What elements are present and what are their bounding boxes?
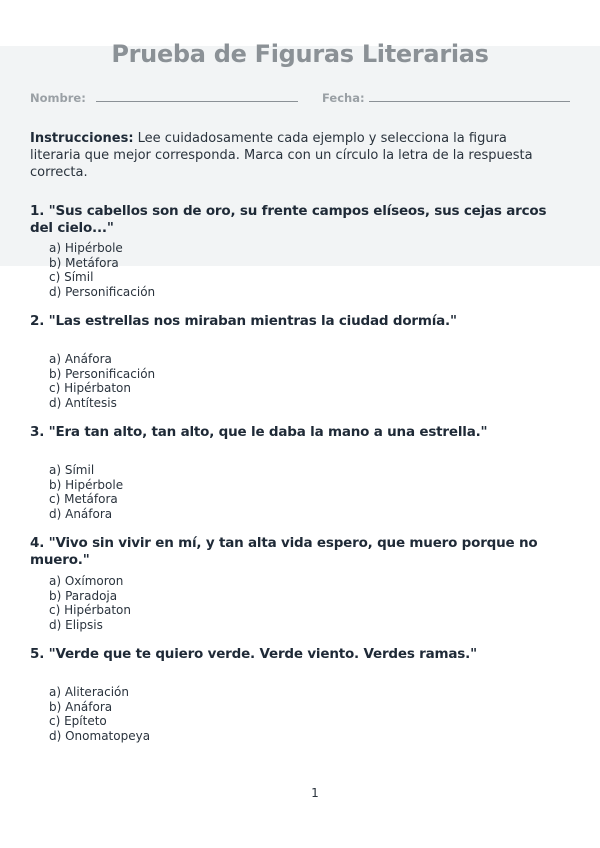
- options-5: [49, 685, 349, 743]
- option-2c[interactable]: c) Hipérbaton: [49, 381, 132, 395]
- option-2d[interactable]: d) Antítesis: [49, 395, 117, 410]
- option-4d[interactable]: d) Elipsis: [49, 617, 103, 632]
- question-3: 3. "Era tan alto, tan alto, que le daba la mano a una estrella.": [30, 424, 488, 440]
- page-number: 1: [311, 786, 319, 800]
- question-4: 4. "Vivo sin vivir en mí, y tan alta vida espero, que muero porque no muero.": [30, 535, 538, 568]
- option-5d[interactable]: d) Onomatopeya: [49, 728, 151, 743]
- name-label: Nombre:: [30, 91, 86, 105]
- question-1: 1. "Sus cabellos son de oro, su frente campos elíseos, sus cejas arcos del cielo...": [30, 203, 547, 236]
- page-title: Prueba de Figuras Literarias: [111, 40, 489, 68]
- option-1d[interactable]: d) Personificación: [49, 284, 156, 299]
- option-1b[interactable]: b) Metáfora: [49, 255, 119, 270]
- question-5: 5. "Verde que te quiero verde. Verde viento. Verdes ramas.": [30, 646, 477, 662]
- instructions-text: Lee cuidadosamente cada ejemplo y selecciona la figura literaria que mejor corresponda. Marca con un círculo la letra de la respuesta correcta.: [30, 131, 533, 180]
- options-2: [49, 352, 349, 410]
- option-5b[interactable]: b) Anáfora: [49, 699, 113, 714]
- option-2a[interactable]: a) Anáfora: [49, 352, 112, 366]
- option-2b[interactable]: b) Personificación: [49, 366, 156, 381]
- option-5c[interactable]: c) Epíteto: [49, 714, 107, 728]
- option-3b[interactable]: b) Hipérbole: [49, 477, 124, 492]
- option-5a[interactable]: a) Aliteración: [49, 685, 129, 699]
- option-3d[interactable]: d) Anáfora: [49, 506, 113, 521]
- question-2: 2. "Las estrellas nos miraban mientras la ciudad dormía.": [30, 313, 457, 329]
- option-1a[interactable]: a) Hipérbole: [49, 241, 123, 255]
- option-4b[interactable]: b) Paradoja: [49, 588, 118, 603]
- name-field[interactable]: [96, 101, 298, 102]
- option-3a[interactable]: a) Símil: [49, 463, 95, 477]
- header-fields: [30, 91, 570, 105]
- options-4: [49, 574, 349, 632]
- option-1c[interactable]: c) Símil: [49, 270, 94, 284]
- instructions: [30, 130, 560, 181]
- options-3: [49, 463, 349, 521]
- option-4c[interactable]: c) Hipérbaton: [49, 603, 132, 617]
- option-4a[interactable]: a) Oxímoron: [49, 574, 124, 588]
- date-field[interactable]: [369, 101, 570, 102]
- option-3c[interactable]: c) Metáfora: [49, 492, 118, 506]
- date-label: Fecha:: [322, 91, 365, 105]
- instructions-label: Instrucciones:: [30, 131, 134, 146]
- options-1: [49, 241, 349, 299]
